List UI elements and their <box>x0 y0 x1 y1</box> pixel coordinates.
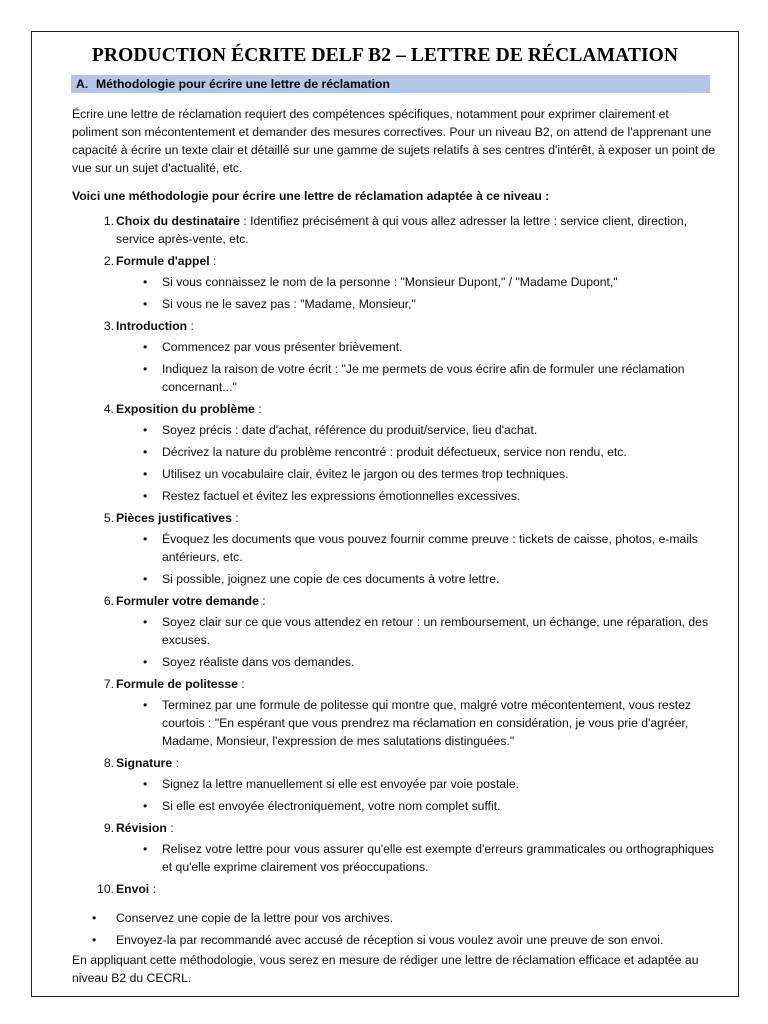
step-item <box>72 317 717 396</box>
sub-list <box>116 421 717 505</box>
sub-item: • Restez factuel et évitez les expressions émotionnelles excessives. <box>116 487 717 505</box>
sub-list <box>116 775 717 815</box>
section-letter: A. <box>76 77 89 91</box>
sub-list <box>116 696 717 750</box>
step-number: 9 . <box>92 819 114 837</box>
outro-paragraph: En appliquant cette méthodologie, vous serez en mesure de rédiger une lettre de réclamation efficace et adaptée au niveau B2 du CECRL. <box>72 953 699 985</box>
step-item <box>72 819 717 876</box>
document-page <box>31 31 739 997</box>
sub-item: • Si elle est envoyée électroniquement, votre nom complet suffit. <box>116 797 717 815</box>
step-item <box>72 675 717 750</box>
step-number: 8 . <box>92 754 114 772</box>
step-item <box>72 509 717 588</box>
step-text: : <box>237 677 245 691</box>
step-text: : <box>254 402 262 416</box>
step-heading: Révision <box>116 821 167 835</box>
sub-item: • Évoquez les documents que vous pouvez fournir comme preuve : tickets de caisse, photos, e-mails antérieurs, etc. <box>116 530 717 566</box>
sub-item: • Si vous connaissez le nom de la personne : "Monsieur Dupont," / "Madame Dupont," <box>116 273 717 291</box>
step-heading: Exposition du problème <box>116 402 255 416</box>
step-number: 7 . <box>92 675 114 693</box>
sub-list <box>116 273 717 313</box>
sub-item: • Commencez par vous présenter brièvement. <box>116 338 717 356</box>
step-text: : <box>149 882 156 896</box>
step-number: 1 . <box>92 212 114 230</box>
step-text: : <box>258 594 266 608</box>
step-heading: Introduction <box>116 319 188 333</box>
step-heading: Signature <box>116 756 173 770</box>
step-heading: Choix du destinataire <box>116 214 240 228</box>
section-heading: Méthodologie pour écrire une lettre de réclamation <box>96 77 390 91</box>
envoi-list <box>72 909 717 953</box>
step-text: : <box>187 319 194 333</box>
step-item <box>72 754 717 815</box>
step-item <box>72 880 717 898</box>
sub-list <box>116 338 717 396</box>
sub-item: • Soyez précis : date d'achat, référence du produit/service, lieu d'achat. <box>116 421 717 439</box>
sub-list <box>116 530 717 588</box>
step-text: : <box>231 511 239 525</box>
step-item <box>72 252 717 313</box>
sub-list <box>116 840 717 876</box>
sub-item: • Indiquez la raison de votre écrit : "Je me permets de vous écrire afin de formuler une réclamation concernant..." <box>116 360 717 396</box>
sub-list <box>116 613 717 671</box>
intro-paragraph: Écrire une lettre de réclamation requiert des compétences spécifiques, notamment pour exprimer clairement et poliment son mécontentement et demander des mesures correctives. Pour un niveau B2, on attend de l'apprenant une capacité à écrire un texte clair et détaillé sur une gamme de sujets relatifs à ses centres d'intérêt, à exposer un point de vue sur un sujet d'actualité, etc. <box>72 107 716 175</box>
step-number: 4 . <box>92 400 114 418</box>
step-number: 10 . <box>92 880 114 898</box>
page-title: PRODUCTION ÉCRITE DELF B2 – LETTRE DE RÉCLAMATION <box>91 45 679 66</box>
step-heading: Pièces justificatives <box>116 511 232 525</box>
steps-list <box>72 212 717 902</box>
step-text: : <box>172 756 179 770</box>
envoi-item: • Conservez une copie de la lettre pour vos archives. <box>72 909 717 927</box>
sub-item: • Soyez clair sur ce que vous attendez en retour : un remboursement, un échange, une réparation, des excuses. <box>116 613 717 649</box>
step-heading: Formule d'appel <box>116 254 210 268</box>
step-number: 2 . <box>92 252 114 270</box>
step-number: 3 . <box>92 317 114 335</box>
sub-item: • Si possible, joignez une copie de ces documents à votre lettre. <box>116 570 717 588</box>
step-heading: Formule de politesse <box>116 677 238 691</box>
step-number: 6 . <box>92 592 114 610</box>
sub-item: • Relisez votre lettre pour vous assurer qu'elle est exempte d'erreurs grammaticales ou orthographiques et qu'elle exprime clairement vos préoccupations. <box>116 840 717 876</box>
step-number: 5 . <box>92 509 114 527</box>
sub-item: • Soyez réaliste dans vos demandes. <box>116 653 717 671</box>
sub-item: • Terminez par une formule de politesse qui montre que, malgré votre mécontentement, vous restez courtois : "En espérant que vous prendrez ma réclamation en considération, je vous prie d'agréer, Madame, Monsieur, l'expression de mes salutations distinguées." <box>116 696 717 750</box>
step-text: : <box>209 254 217 268</box>
step-item <box>72 212 717 248</box>
step-heading: Envoi <box>116 882 150 896</box>
step-item <box>72 592 717 671</box>
sub-item: • Signez la lettre manuellement si elle est envoyée par voie postale. <box>116 775 717 793</box>
step-text: : Identifiez précisément à qui vous allez adresser la lettre : service client, direction, service après-vente, etc. <box>116 214 688 246</box>
sub-item: • Si vous ne le savez pas : "Madame, Monsieur," <box>116 295 717 313</box>
envoi-item: • Envoyez-la par recommandé avec accusé de réception si vous voulez avoir une preuve de son envoi. <box>72 931 717 949</box>
section-heading-bar <box>71 75 710 93</box>
sub-item: • Utilisez un vocabulaire clair, évitez le jargon ou des termes trop techniques. <box>116 465 717 483</box>
step-item <box>72 400 717 505</box>
step-text: : <box>166 821 174 835</box>
step-heading: Formuler votre demande <box>116 594 259 608</box>
sub-item: • Décrivez la nature du problème rencontré : produit défectueux, service non rendu, etc. <box>116 443 717 461</box>
lead-paragraph: Voici une méthodologie pour écrire une lettre de réclamation adaptée à ce niveau : <box>72 189 550 203</box>
